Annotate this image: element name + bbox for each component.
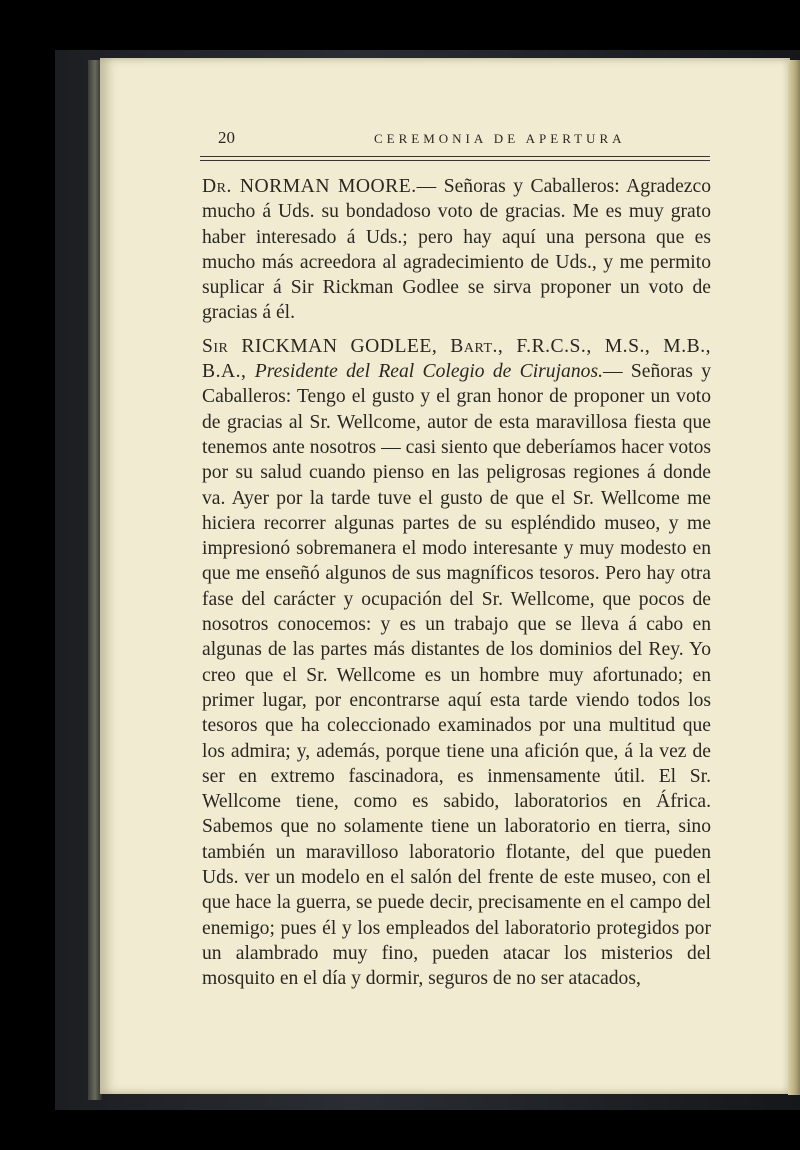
speaker-name: Sir RICKMAN GODLEE, Bart., F.R.C.S., M.S., M.B., B.A., — [202, 335, 711, 383]
speaker-title: Presidente del Real Colegio de Cirujanos. — [254, 361, 603, 383]
header-rule-second — [200, 160, 710, 161]
page-number: 20 — [218, 128, 235, 147]
paragraph-text: — Señoras y Caballeros: Tengo el gusto y el gran honor de proponer un voto de gracias al Sr. Wellcome, autor de esta maravillosa fiesta que tenemos ante nosotros — casi siento que deberíamos hacer votos por su salud cuando pienso en las peligrosas regiones á donde va. Ayer por la tarde tuve el gusto de que el Sr. Wellcome me hiciera recorrer algunas partes de su espléndido museo, y me impresionó sobremanera el modo interesante y muy modesto en que me enseñó algunos de sus magníficos tesoros. Pero hay otra fase del carácter y ocupación del Sr. Wellcome, que pocos de nosotros conocemos: y es un trabajo que se lleva á cabo en algunas de las partes más distantes de los dominios del Rey. Yo creo que el Sr. Wellcome es un hombre muy afortunado; en primer lugar, por encontrarse aquí esta tarde viendo todos los tesoros que ha coleccionado examinados por una multitud que los admira; y, además, porque tiene una afición que, á la vez de ser en extremo fascinadora, es inmensamente útil. El Sr. Wellcome tiene, como es sabido, laboratorios en África. Sabemos que no solamente tiene un laboratorio en tierra, sino también un maravilloso laboratorio flotante, del que pueden Uds. ver un modelo en el salón del frente de este museo, con el que hace la guerra, se puede decir, precisamente en el campo del enemigo; pues él y los empleados del laboratorio protegidos por un alambrado muy fino, pueden atacar los misterios del mosquito en el día y dormir, seguros de no ser atacados, — [202, 361, 711, 990]
paragraph-text: — Señoras y Caballeros: Agradezco mucho á Uds. su bondadoso voto de gracias. Me es muy grato haber interesado á Uds.; pero hay aquí una persona que es mucho más acreedora al agradecimiento de Uds., y me permito suplicar á Sir Rickman Godlee se sirva proponer un voto de gracias á él. — [202, 176, 711, 324]
header-rule — [200, 156, 710, 157]
running-head: CEREMONIA DE APERTURA — [374, 131, 626, 146]
speaker-name: Dr. NORMAN MOORE. — [202, 176, 417, 197]
body-text — [202, 174, 711, 1000]
page-edges — [788, 60, 800, 1095]
page-header — [118, 128, 710, 158]
paragraph — [202, 334, 711, 992]
paragraph — [202, 174, 711, 326]
